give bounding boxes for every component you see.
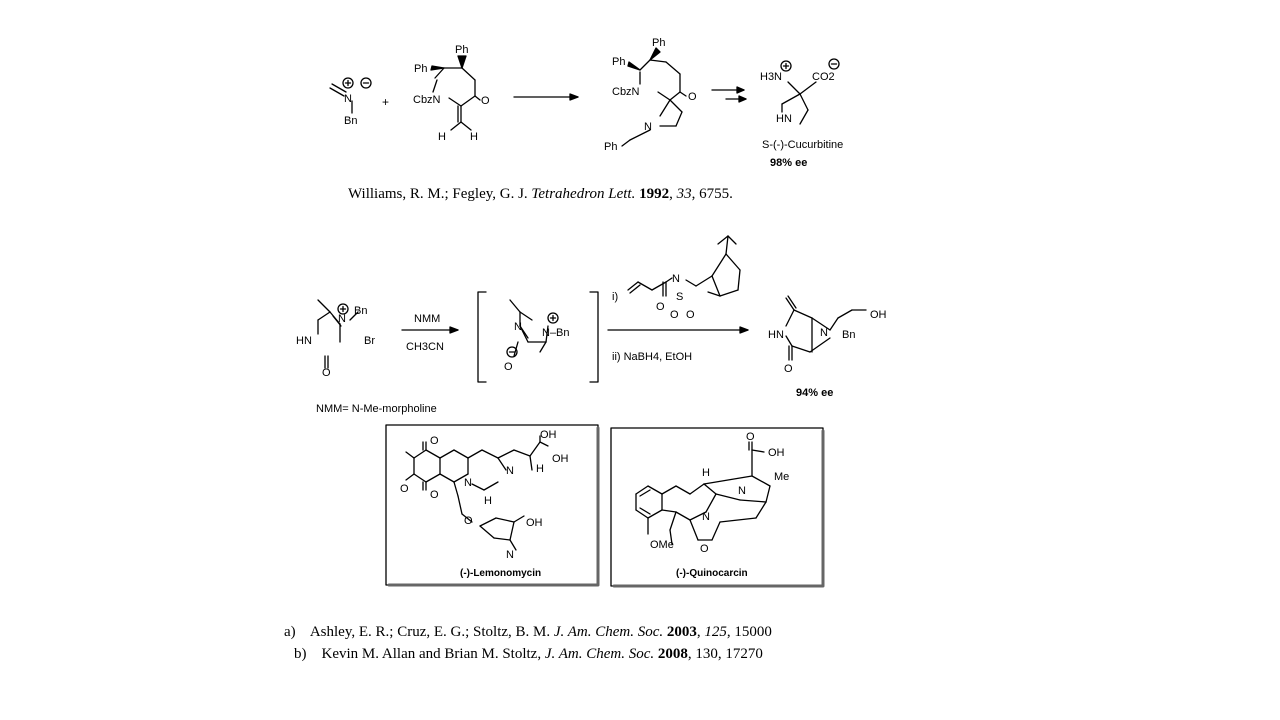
sultam-o1: O bbox=[656, 301, 665, 313]
reference-a: a) Ashley, E. R.; Cruz, E. G.; Stoltz, B. M. J. Am. Chem. Soc. 2003, 125, 15000 bbox=[284, 624, 772, 640]
ref-b-authors: Kevin M. Allan and Brian M. Stoltz, bbox=[321, 646, 542, 662]
cucurbitine-name: S-(-)-Cucurbitine bbox=[762, 139, 844, 151]
sultam-s: S bbox=[676, 291, 684, 303]
product-ph-bottom: Ph bbox=[604, 141, 618, 153]
start-hn: HN bbox=[296, 335, 312, 347]
substrate-cbzn: CbzN bbox=[413, 94, 441, 106]
substrate-o: O bbox=[481, 95, 490, 107]
step1-bottom: CH3CN bbox=[406, 341, 444, 353]
product-n: N bbox=[644, 121, 652, 133]
arrow-4 bbox=[608, 327, 748, 333]
ref-b-volume: 130 bbox=[695, 646, 718, 662]
lemono-o1: O bbox=[430, 435, 439, 447]
oxidopyrazinium bbox=[478, 292, 598, 382]
ref1-journal: Tetrahedron Lett. bbox=[531, 186, 636, 202]
substrate-h1: H bbox=[438, 131, 446, 143]
step1-top: NMM bbox=[414, 313, 441, 325]
lemono-h2: H bbox=[484, 495, 492, 507]
arrow-3 bbox=[402, 327, 458, 333]
cucurbitine-hn: HN bbox=[776, 113, 792, 125]
product-ph-top: Ph bbox=[652, 37, 666, 49]
ref-a-journal: J. Am. Chem. Soc. bbox=[553, 624, 664, 640]
ref-b-marker: b) bbox=[294, 646, 307, 662]
start-o: O bbox=[322, 367, 331, 379]
sultam-o3: O bbox=[686, 309, 695, 321]
quino-me: Me bbox=[774, 471, 790, 483]
lemono-n1: N bbox=[464, 477, 472, 489]
product2-ee: 94% ee bbox=[796, 387, 834, 399]
step2-top: i) bbox=[612, 291, 619, 303]
ref-a-volume: 125 bbox=[704, 624, 727, 640]
start-bn: Bn bbox=[354, 305, 368, 317]
lemono-n2: N bbox=[506, 465, 514, 477]
lemono-o4: O bbox=[464, 515, 473, 527]
ref1-year: 1992 bbox=[639, 186, 670, 202]
product2-hn: HN bbox=[768, 329, 784, 341]
ref-b-year: 2008 bbox=[657, 646, 688, 662]
nmm-definition: NMM= N-Me-morpholine bbox=[316, 403, 437, 415]
quino-h: H bbox=[702, 467, 710, 479]
ref1-pages: 6755. bbox=[699, 186, 733, 202]
lemono-o3: O bbox=[400, 483, 409, 495]
lemono-n3: N bbox=[506, 549, 514, 561]
sultam-o2: O bbox=[670, 309, 679, 321]
product2-bn: Bn bbox=[842, 329, 856, 341]
ylide-o: O bbox=[504, 361, 513, 373]
ref-b-pages: 17270 bbox=[725, 646, 763, 662]
ylide-n: N bbox=[514, 321, 522, 333]
step2-bottom: ii) NaBH4, EtOH bbox=[612, 351, 693, 363]
cucurbitine-ee: 98% ee bbox=[770, 157, 808, 169]
sultam-acrylamide bbox=[628, 236, 740, 296]
cucurbitine-co2: CO2 bbox=[812, 71, 835, 83]
product2-oh: OH bbox=[870, 309, 887, 321]
reference-williams: Williams, R. M.; Fegley, G. J. Tetrahedron Lett. 1992, 33, 6755. bbox=[348, 186, 733, 202]
cucurbitine-h3n: H3N bbox=[760, 71, 783, 83]
quino-ome: OMe bbox=[650, 539, 674, 551]
ref1-authors: Williams, R. M.; Fegley, G. J. bbox=[348, 186, 528, 202]
product-ph-left: Ph bbox=[612, 56, 626, 68]
arrow-2 bbox=[712, 87, 746, 102]
pyrazinone-salt bbox=[318, 300, 358, 368]
substrate-h2: H bbox=[470, 131, 478, 143]
lemono-h1: H bbox=[536, 463, 544, 475]
start-n: N bbox=[338, 313, 346, 325]
quinocarcin-name: (-)-Quinocarcin bbox=[676, 568, 748, 579]
substrate-structure bbox=[431, 56, 480, 130]
quino-o2: O bbox=[700, 543, 709, 555]
ylide-nbn: N–Bn bbox=[542, 327, 570, 339]
product-cbzn: CbzN bbox=[612, 86, 640, 98]
quino-oh: OH bbox=[768, 447, 785, 459]
lemonomycin-name: (-)-Lemonomycin bbox=[460, 568, 542, 579]
quino-o1: O bbox=[746, 431, 755, 443]
ref1-volume: 33 bbox=[676, 186, 692, 202]
reference-b: b) Kevin M. Allan and Brian M. Stoltz, J. Am. Chem. Soc. 2008, 130, 17270 bbox=[294, 646, 763, 662]
lemono-oh1: OH bbox=[540, 429, 557, 441]
lemono-o2: O bbox=[430, 489, 439, 501]
ref-a-year: 2003 bbox=[666, 624, 697, 640]
lemono-oh2: OH bbox=[552, 453, 569, 465]
reagent-n: N bbox=[344, 93, 352, 105]
product2-o: O bbox=[784, 363, 793, 375]
sultam-n: N bbox=[672, 273, 680, 285]
ref-b-journal: J. Am. Chem. Soc. bbox=[544, 646, 655, 662]
product-o: O bbox=[688, 91, 697, 103]
substrate-ph-top: Ph bbox=[455, 44, 469, 56]
quino-n1: N bbox=[738, 485, 746, 497]
substrate-ph-left: Ph bbox=[414, 63, 428, 75]
quino-n2: N bbox=[702, 511, 710, 523]
start-br: Br bbox=[364, 335, 375, 347]
ref-a-marker: a) bbox=[284, 624, 296, 640]
plus-sign: + bbox=[382, 95, 390, 109]
ref-a-pages: 15000 bbox=[734, 624, 772, 640]
lemono-oh3: OH bbox=[526, 517, 543, 529]
reagent-bn: Bn bbox=[344, 115, 358, 127]
product2-n: N bbox=[820, 327, 828, 339]
arrow-1 bbox=[514, 94, 578, 100]
ref-a-authors: Ashley, E. R.; Cruz, E. G.; Stoltz, B. M. bbox=[309, 624, 551, 640]
